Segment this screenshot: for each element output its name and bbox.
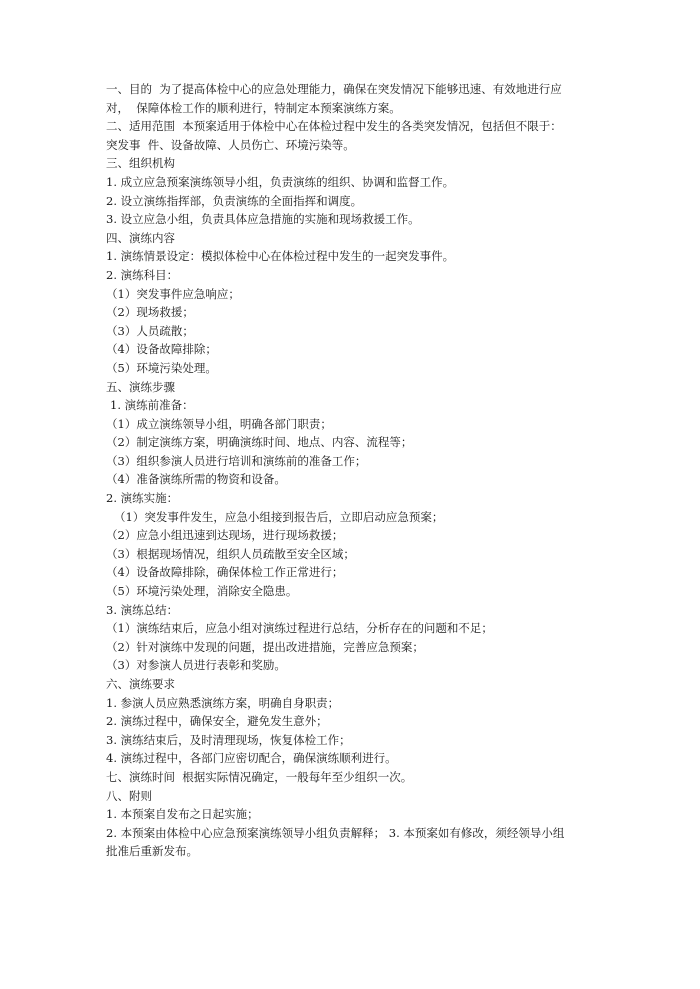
list-item: （4）设备故障排除； [106,342,217,357]
section-heading: 八、附则 [106,788,152,803]
section-heading: 三、组织机构 [106,156,175,171]
text-line: 2. 设立演练指挥部，负责演练的全面指挥和调度。 [106,193,363,208]
text-line: 1. 演练情景设定：模拟体检中心在体检过程中发生的一起突发事件。 [106,249,455,264]
list-item: （2）针对演练中发现的问题，提出改进措施，完善应急预案； [106,639,424,654]
text-line: 1. 参演人员应熟悉演练方案，明确自身职责； [106,695,340,710]
list-item: （3）组织参演人员进行培训和演练前的准备工作； [106,453,367,468]
text-line: 一、目的 为了提高体检中心的应急处理能力，确保在突发情况下能够迅速、有效地进行应 [106,82,562,96]
section-heading: 六、演练要求 [106,677,175,691]
text-line: 2. 本预案由体检中心应急预案演练领导小组负责解释； 3. 本预案如有修改，须经领导小组 [106,825,565,840]
list-item: （2）应急小组迅速到达现场，进行现场救援； [106,528,344,543]
list-item: （2）现场救援； [106,305,194,320]
text-line: 3. 演练总结： [106,602,179,617]
text-line: 二、适用范围 本预案适用于体检中心在体检过程中发生的各类突发情况，包括但不限于： [106,119,562,134]
list-item: （4）设备故障排除，确保体检工作正常进行； [106,565,344,580]
list-item: （3）对参演人员进行表彰和奖励。 [106,658,286,673]
list-item: （1）突发事件发生，应急小组接到报告后，立即启动应急预案； [114,509,444,524]
list-item: （1）突发事件应急响应； [106,286,240,301]
text-line: 对， 保障体检工作的顺利进行，特制定本预案演练方案。 [106,100,401,115]
list-item: （1）演练结束后，应急小组对演练过程进行总结，分析存在的问题和不足； [106,621,493,636]
text-line: 1. 演练前准备： [110,398,194,413]
list-item: （5）环境污染处理，消除安全隐患。 [106,584,298,599]
text-line: 2. 演练过程中，确保安全，避免发生意外； [106,714,328,729]
text-line: 突发事 件、设备故障、人员伤亡、环境污染等。 [106,137,355,152]
list-item: （1）成立演练领导小组，明确各部门职责； [106,416,332,431]
document-body [106,80,606,861]
text-line: 1. 本预案自发布之日起实施； [106,807,259,822]
list-item: （3）根据现场情况，组织人员疏散至安全区域； [106,546,355,561]
list-item: （5）环境污染处理。 [106,360,217,375]
text-line: 批准后重新发布。 [106,844,198,859]
text-line: 2. 演练科目： [106,267,179,282]
text-line: 3. 演练结束后，及时清理现场，恢复体检工作； [106,732,351,747]
text-line: 3. 设立应急小组，负责具体应急措施的实施和现场救援工作。 [106,212,420,227]
list-item: （4）准备演练所需的物资和设备。 [106,472,286,487]
list-item: （3）人员疏散； [106,323,194,338]
text-line: 2. 演练实施： [106,491,179,506]
section-heading: 五、演练步骤 [106,379,175,394]
list-item: （2）制定演练方案，明确演练时间、地点、内容、流程等； [106,435,413,450]
text-line: 1. 成立应急预案演练领导小组，负责演练的组织、协调和监督工作。 [106,174,455,189]
section-heading: 四、演练内容 [106,230,175,245]
text-line: 七、演练时间 根据实际情况确定，一般每年至少组织一次。 [106,769,413,784]
text-line: 4. 演练过程中，各部门应密切配合，确保演练顺利进行。 [106,751,397,766]
